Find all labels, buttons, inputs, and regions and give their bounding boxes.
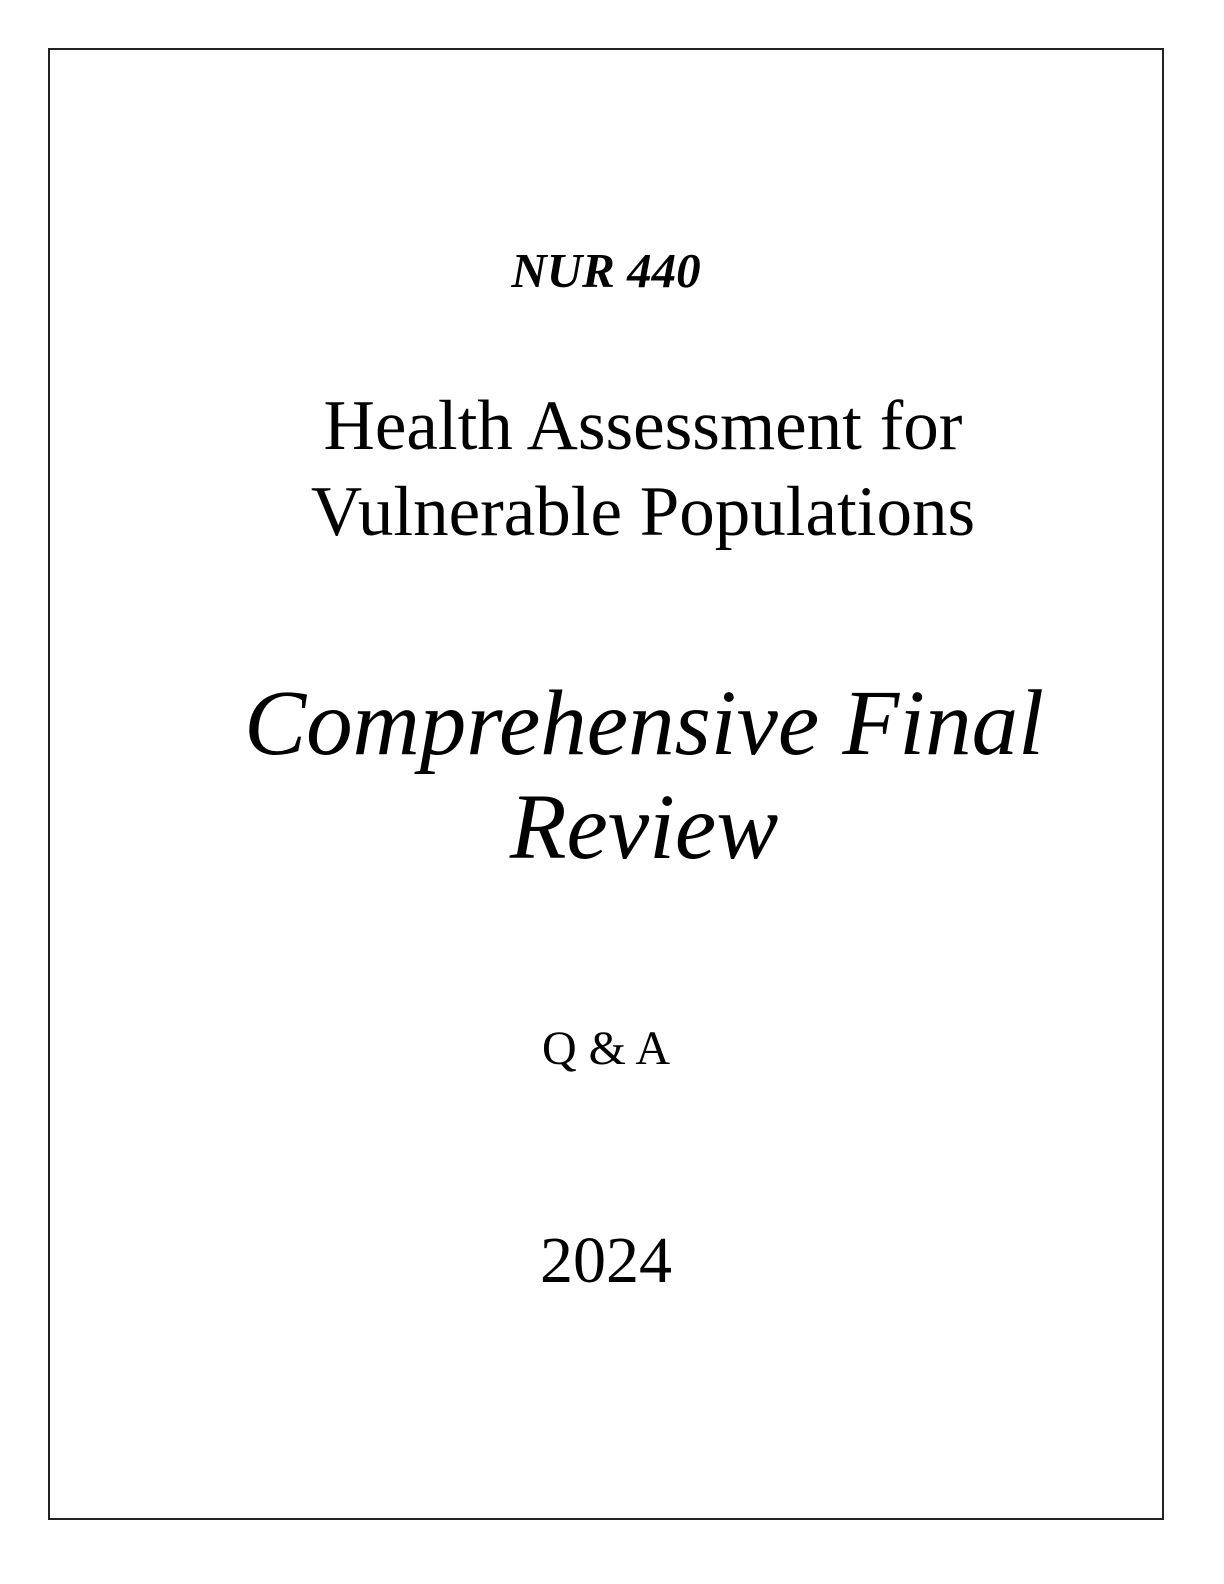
title-line-1: Comprehensive Final [244, 672, 1044, 775]
course-subject [0, 383, 1224, 555]
format-label: Q & A [541, 1022, 670, 1075]
document-title [0, 672, 1224, 880]
subject-line-1: Health Assessment for [323, 387, 963, 465]
year-label: 2024 [540, 1224, 672, 1297]
course-code: NUR 440 [511, 243, 701, 298]
title-line-2: Review [509, 776, 779, 879]
subject-line-2: Vulnerable Populations [310, 473, 976, 551]
